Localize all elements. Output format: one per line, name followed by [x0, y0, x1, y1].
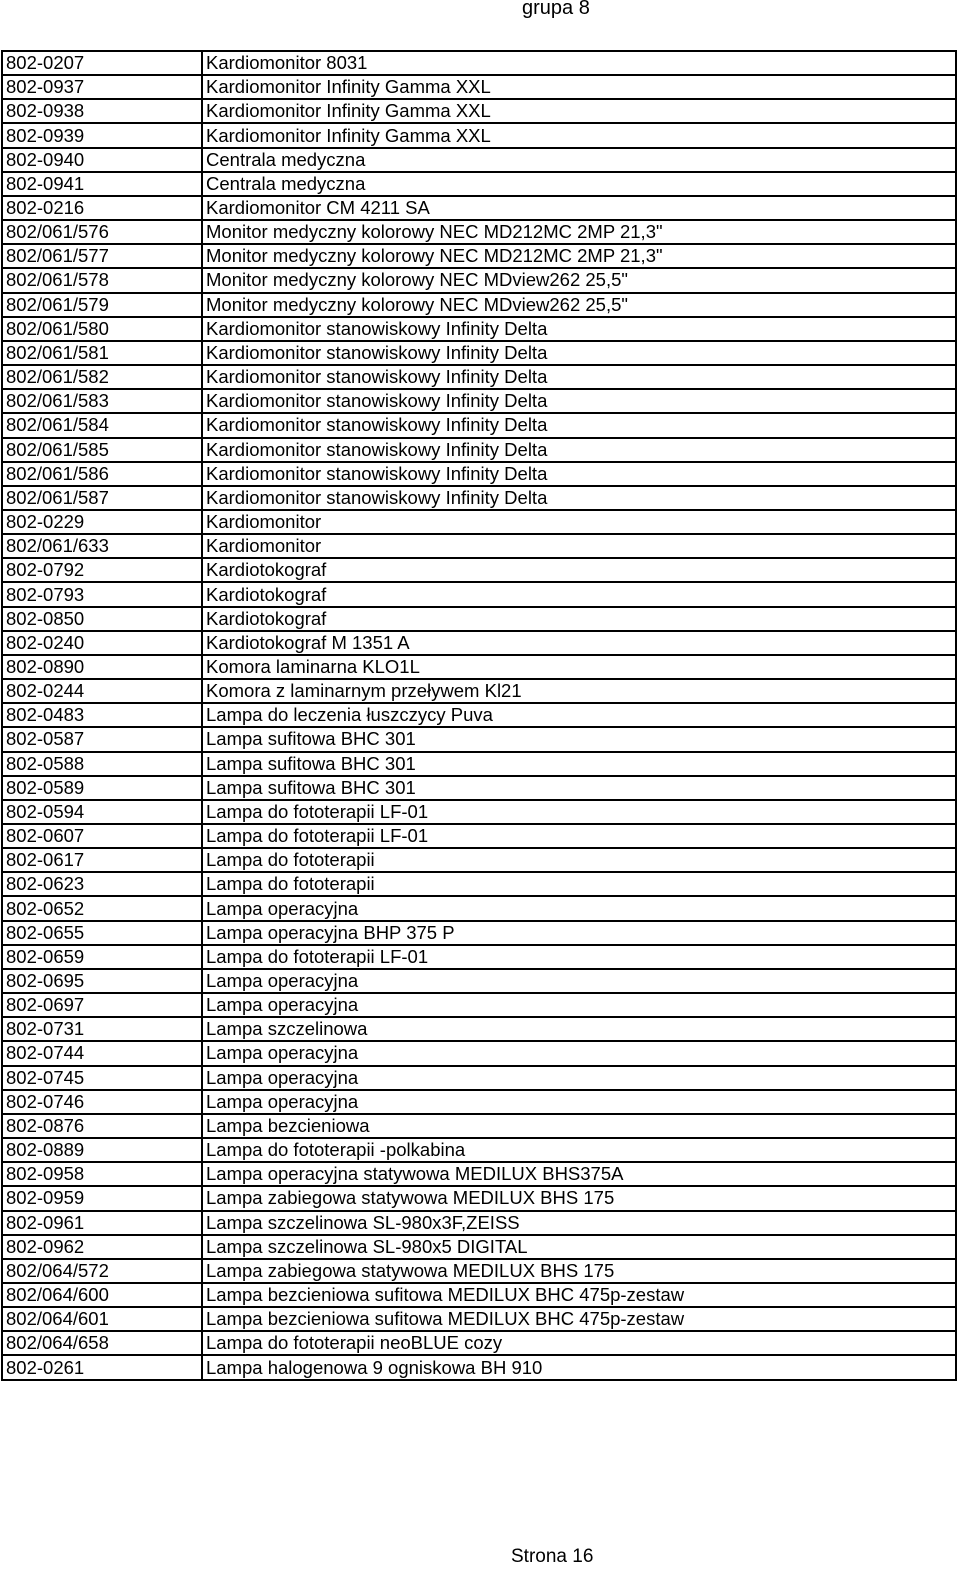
- equipment-name-cell: Kardiomonitor stanowiskowy Infinity Delta: [202, 365, 956, 389]
- table-row: [2, 1114, 956, 1138]
- equipment-name-cell: Kardiomonitor stanowiskowy Infinity Delta: [202, 317, 956, 341]
- inventory-code-cell: 802/061/581: [2, 341, 202, 365]
- equipment-name-cell: Monitor medyczny kolorowy NEC MDview262 25,5": [202, 293, 956, 317]
- inventory-code-cell: 802-0731: [2, 1017, 202, 1041]
- inventory-table: [1, 50, 957, 1381]
- table-row: [2, 872, 956, 896]
- equipment-name-cell: Lampa szczelinowa SL-980x3F,ZEISS: [202, 1211, 956, 1235]
- inventory-code-cell: 802/061/582: [2, 365, 202, 389]
- equipment-name-cell: Komora laminarna KLO1L: [202, 655, 956, 679]
- equipment-name-cell: Lampa do fototerapii LF-01: [202, 945, 956, 969]
- equipment-name-cell: Kardiomonitor CM 4211 SA: [202, 196, 956, 220]
- equipment-name-cell: Lampa do fototerapii -polkabina: [202, 1138, 956, 1162]
- table-row: [2, 921, 956, 945]
- table-row: [2, 413, 956, 437]
- equipment-name-cell: Kardiomonitor: [202, 534, 956, 558]
- inventory-code-cell: 802-0962: [2, 1235, 202, 1259]
- table-row: [2, 365, 956, 389]
- inventory-code-cell: 802-0589: [2, 776, 202, 800]
- equipment-name-cell: Lampa do fototerapii: [202, 848, 956, 872]
- inventory-code-cell: 802-0659: [2, 945, 202, 969]
- equipment-name-cell: Lampa do fototerapii LF-01: [202, 800, 956, 824]
- equipment-name-cell: Monitor medyczny kolorowy NEC MD212MC 2MP 21,3": [202, 244, 956, 268]
- equipment-name-cell: Lampa operacyjna: [202, 1090, 956, 1114]
- inventory-code-cell: 802/061/587: [2, 486, 202, 510]
- table-row: [2, 776, 956, 800]
- table-row: [2, 752, 956, 776]
- inventory-code-cell: 802-0876: [2, 1114, 202, 1138]
- inventory-code-cell: 802/061/578: [2, 268, 202, 292]
- equipment-name-cell: Kardiomonitor stanowiskowy Infinity Delta: [202, 413, 956, 437]
- equipment-name-cell: Lampa bezcieniowa sufitowa MEDILUX BHC 475p-zestaw: [202, 1307, 956, 1331]
- table-row: [2, 1066, 956, 1090]
- inventory-code-cell: 802-0937: [2, 75, 202, 99]
- table-row: [2, 244, 956, 268]
- equipment-name-cell: Kardiomonitor Infinity Gamma XXL: [202, 123, 956, 147]
- inventory-code-cell: 802/061/584: [2, 413, 202, 437]
- table-row: [2, 1355, 956, 1379]
- table-row: [2, 1235, 956, 1259]
- inventory-code-cell: 802-0216: [2, 196, 202, 220]
- table-row: [2, 1138, 956, 1162]
- inventory-code-cell: 802-0697: [2, 993, 202, 1017]
- inventory-code-cell: 802-0938: [2, 99, 202, 123]
- table-row: [2, 341, 956, 365]
- table-row: [2, 196, 956, 220]
- equipment-name-cell: Kardiomonitor stanowiskowy Infinity Delta: [202, 486, 956, 510]
- equipment-name-cell: Lampa zabiegowa statywowa MEDILUX BHS 175: [202, 1259, 956, 1283]
- table-row: [2, 1186, 956, 1210]
- table-row: [2, 727, 956, 751]
- table-row: [2, 510, 956, 534]
- inventory-code-cell: 802-0889: [2, 1138, 202, 1162]
- inventory-code-cell: 802/061/580: [2, 317, 202, 341]
- table-row: [2, 51, 956, 75]
- inventory-code-cell: 802-0240: [2, 631, 202, 655]
- equipment-name-cell: Kardiomonitor stanowiskowy Infinity Delta: [202, 438, 956, 462]
- table-row: [2, 945, 956, 969]
- inventory-code-cell: 802-0261: [2, 1355, 202, 1379]
- equipment-name-cell: Kardiomonitor Infinity Gamma XXL: [202, 75, 956, 99]
- inventory-code-cell: 802-0207: [2, 51, 202, 75]
- equipment-name-cell: Kardiomonitor stanowiskowy Infinity Delta: [202, 462, 956, 486]
- table-row: [2, 1041, 956, 1065]
- equipment-name-cell: Lampa operacyjna: [202, 1066, 956, 1090]
- inventory-code-cell: 802-0792: [2, 558, 202, 582]
- table-row: [2, 1017, 956, 1041]
- inventory-code-cell: 802/061/586: [2, 462, 202, 486]
- table-row: [2, 558, 956, 582]
- equipment-name-cell: Lampa do fototerapii: [202, 872, 956, 896]
- table-row: [2, 1211, 956, 1235]
- equipment-name-cell: Lampa do fototerapii neoBLUE cozy: [202, 1331, 956, 1355]
- inventory-code-cell: 802-0244: [2, 679, 202, 703]
- equipment-name-cell: Lampa operacyjna: [202, 993, 956, 1017]
- page-header-group-label: grupa 8: [522, 0, 590, 19]
- table-row: [2, 896, 956, 920]
- equipment-name-cell: Kardiomonitor: [202, 510, 956, 534]
- inventory-code-cell: 802-0745: [2, 1066, 202, 1090]
- equipment-name-cell: Monitor medyczny kolorowy NEC MD212MC 2MP 21,3": [202, 220, 956, 244]
- equipment-name-cell: Kardiotokograf: [202, 558, 956, 582]
- inventory-code-cell: 802-0655: [2, 921, 202, 945]
- table-row: [2, 848, 956, 872]
- table-row: [2, 993, 956, 1017]
- inventory-table-body: [2, 51, 956, 1380]
- table-row: [2, 703, 956, 727]
- equipment-name-cell: Centrala medyczna: [202, 172, 956, 196]
- equipment-name-cell: Lampa operacyjna: [202, 896, 956, 920]
- equipment-name-cell: Centrala medyczna: [202, 148, 956, 172]
- table-row: [2, 607, 956, 631]
- equipment-name-cell: Kardiomonitor stanowiskowy Infinity Delta: [202, 389, 956, 413]
- equipment-name-cell: Lampa sufitowa BHC 301: [202, 752, 956, 776]
- inventory-code-cell: 802-0695: [2, 969, 202, 993]
- inventory-code-cell: 802/061/577: [2, 244, 202, 268]
- inventory-code-cell: 802-0939: [2, 123, 202, 147]
- inventory-code-cell: 802/061/583: [2, 389, 202, 413]
- table-row: [2, 293, 956, 317]
- inventory-code-cell: 802-0607: [2, 824, 202, 848]
- equipment-name-cell: Lampa operacyjna: [202, 1041, 956, 1065]
- inventory-code-cell: 802-0890: [2, 655, 202, 679]
- inventory-code-cell: 802-0744: [2, 1041, 202, 1065]
- equipment-name-cell: Lampa zabiegowa statywowa MEDILUX BHS 175: [202, 1186, 956, 1210]
- table-row: [2, 123, 956, 147]
- table-row: [2, 824, 956, 848]
- table-row: [2, 1162, 956, 1186]
- equipment-name-cell: Lampa do leczenia łuszczycy Puva: [202, 703, 956, 727]
- inventory-code-cell: 802-0941: [2, 172, 202, 196]
- equipment-name-cell: Kardiotokograf: [202, 582, 956, 606]
- equipment-name-cell: Lampa bezcieniowa sufitowa MEDILUX BHC 475p-zestaw: [202, 1283, 956, 1307]
- table-row: [2, 655, 956, 679]
- inventory-code-cell: 802-0587: [2, 727, 202, 751]
- inventory-code-cell: 802/061/585: [2, 438, 202, 462]
- table-row: [2, 220, 956, 244]
- table-row: [2, 679, 956, 703]
- equipment-name-cell: Monitor medyczny kolorowy NEC MDview262 25,5": [202, 268, 956, 292]
- table-row: [2, 800, 956, 824]
- inventory-code-cell: 802-0940: [2, 148, 202, 172]
- inventory-code-cell: 802-0652: [2, 896, 202, 920]
- equipment-name-cell: Kardiotokograf: [202, 607, 956, 631]
- inventory-code-cell: 802/061/579: [2, 293, 202, 317]
- table-row: [2, 99, 956, 123]
- table-row: [2, 389, 956, 413]
- equipment-name-cell: Lampa halogenowa 9 ogniskowa BH 910: [202, 1355, 956, 1379]
- inventory-code-cell: 802-0959: [2, 1186, 202, 1210]
- inventory-code-cell: 802/064/658: [2, 1331, 202, 1355]
- page-footer-number: Strona 16: [511, 1546, 594, 1567]
- inventory-code-cell: 802-0617: [2, 848, 202, 872]
- equipment-name-cell: Lampa operacyjna statywowa MEDILUX BHS375A: [202, 1162, 956, 1186]
- table-row: [2, 148, 956, 172]
- inventory-code-cell: 802-0483: [2, 703, 202, 727]
- table-row: [2, 534, 956, 558]
- equipment-name-cell: Lampa szczelinowa: [202, 1017, 956, 1041]
- table-row: [2, 486, 956, 510]
- inventory-code-cell: 802-0229: [2, 510, 202, 534]
- equipment-name-cell: Kardiomonitor Infinity Gamma XXL: [202, 99, 956, 123]
- inventory-code-cell: 802/061/633: [2, 534, 202, 558]
- inventory-code-cell: 802-0958: [2, 1162, 202, 1186]
- inventory-code-cell: 802-0623: [2, 872, 202, 896]
- inventory-code-cell: 802-0588: [2, 752, 202, 776]
- equipment-name-cell: Lampa operacyjna: [202, 969, 956, 993]
- equipment-name-cell: Lampa sufitowa BHC 301: [202, 727, 956, 751]
- equipment-name-cell: Lampa operacyjna BHP 375 P: [202, 921, 956, 945]
- table-row: [2, 462, 956, 486]
- table-row: [2, 1331, 956, 1355]
- inventory-code-cell: 802-0961: [2, 1211, 202, 1235]
- table-row: [2, 582, 956, 606]
- table-row: [2, 631, 956, 655]
- inventory-code-cell: 802-0850: [2, 607, 202, 631]
- equipment-name-cell: Kardiomonitor 8031: [202, 51, 956, 75]
- inventory-code-cell: 802-0793: [2, 582, 202, 606]
- inventory-code-cell: 802-0594: [2, 800, 202, 824]
- inventory-code-cell: 802/064/572: [2, 1259, 202, 1283]
- table-row: [2, 438, 956, 462]
- table-row: [2, 268, 956, 292]
- equipment-name-cell: Lampa bezcieniowa: [202, 1114, 956, 1138]
- equipment-name-cell: Kardiotokograf M 1351 A: [202, 631, 956, 655]
- inventory-code-cell: 802-0746: [2, 1090, 202, 1114]
- inventory-code-cell: 802/064/601: [2, 1307, 202, 1331]
- equipment-name-cell: Kardiomonitor stanowiskowy Infinity Delta: [202, 341, 956, 365]
- inventory-code-cell: 802/061/576: [2, 220, 202, 244]
- table-row: [2, 172, 956, 196]
- equipment-name-cell: Lampa sufitowa BHC 301: [202, 776, 956, 800]
- equipment-name-cell: Lampa szczelinowa SL-980x5 DIGITAL: [202, 1235, 956, 1259]
- table-row: [2, 75, 956, 99]
- table-row: [2, 1259, 956, 1283]
- equipment-name-cell: Komora z laminarnym przeływem Kl21: [202, 679, 956, 703]
- inventory-code-cell: 802/064/600: [2, 1283, 202, 1307]
- table-row: [2, 1283, 956, 1307]
- table-row: [2, 969, 956, 993]
- table-row: [2, 317, 956, 341]
- table-row: [2, 1307, 956, 1331]
- equipment-name-cell: Lampa do fototerapii LF-01: [202, 824, 956, 848]
- table-row: [2, 1090, 956, 1114]
